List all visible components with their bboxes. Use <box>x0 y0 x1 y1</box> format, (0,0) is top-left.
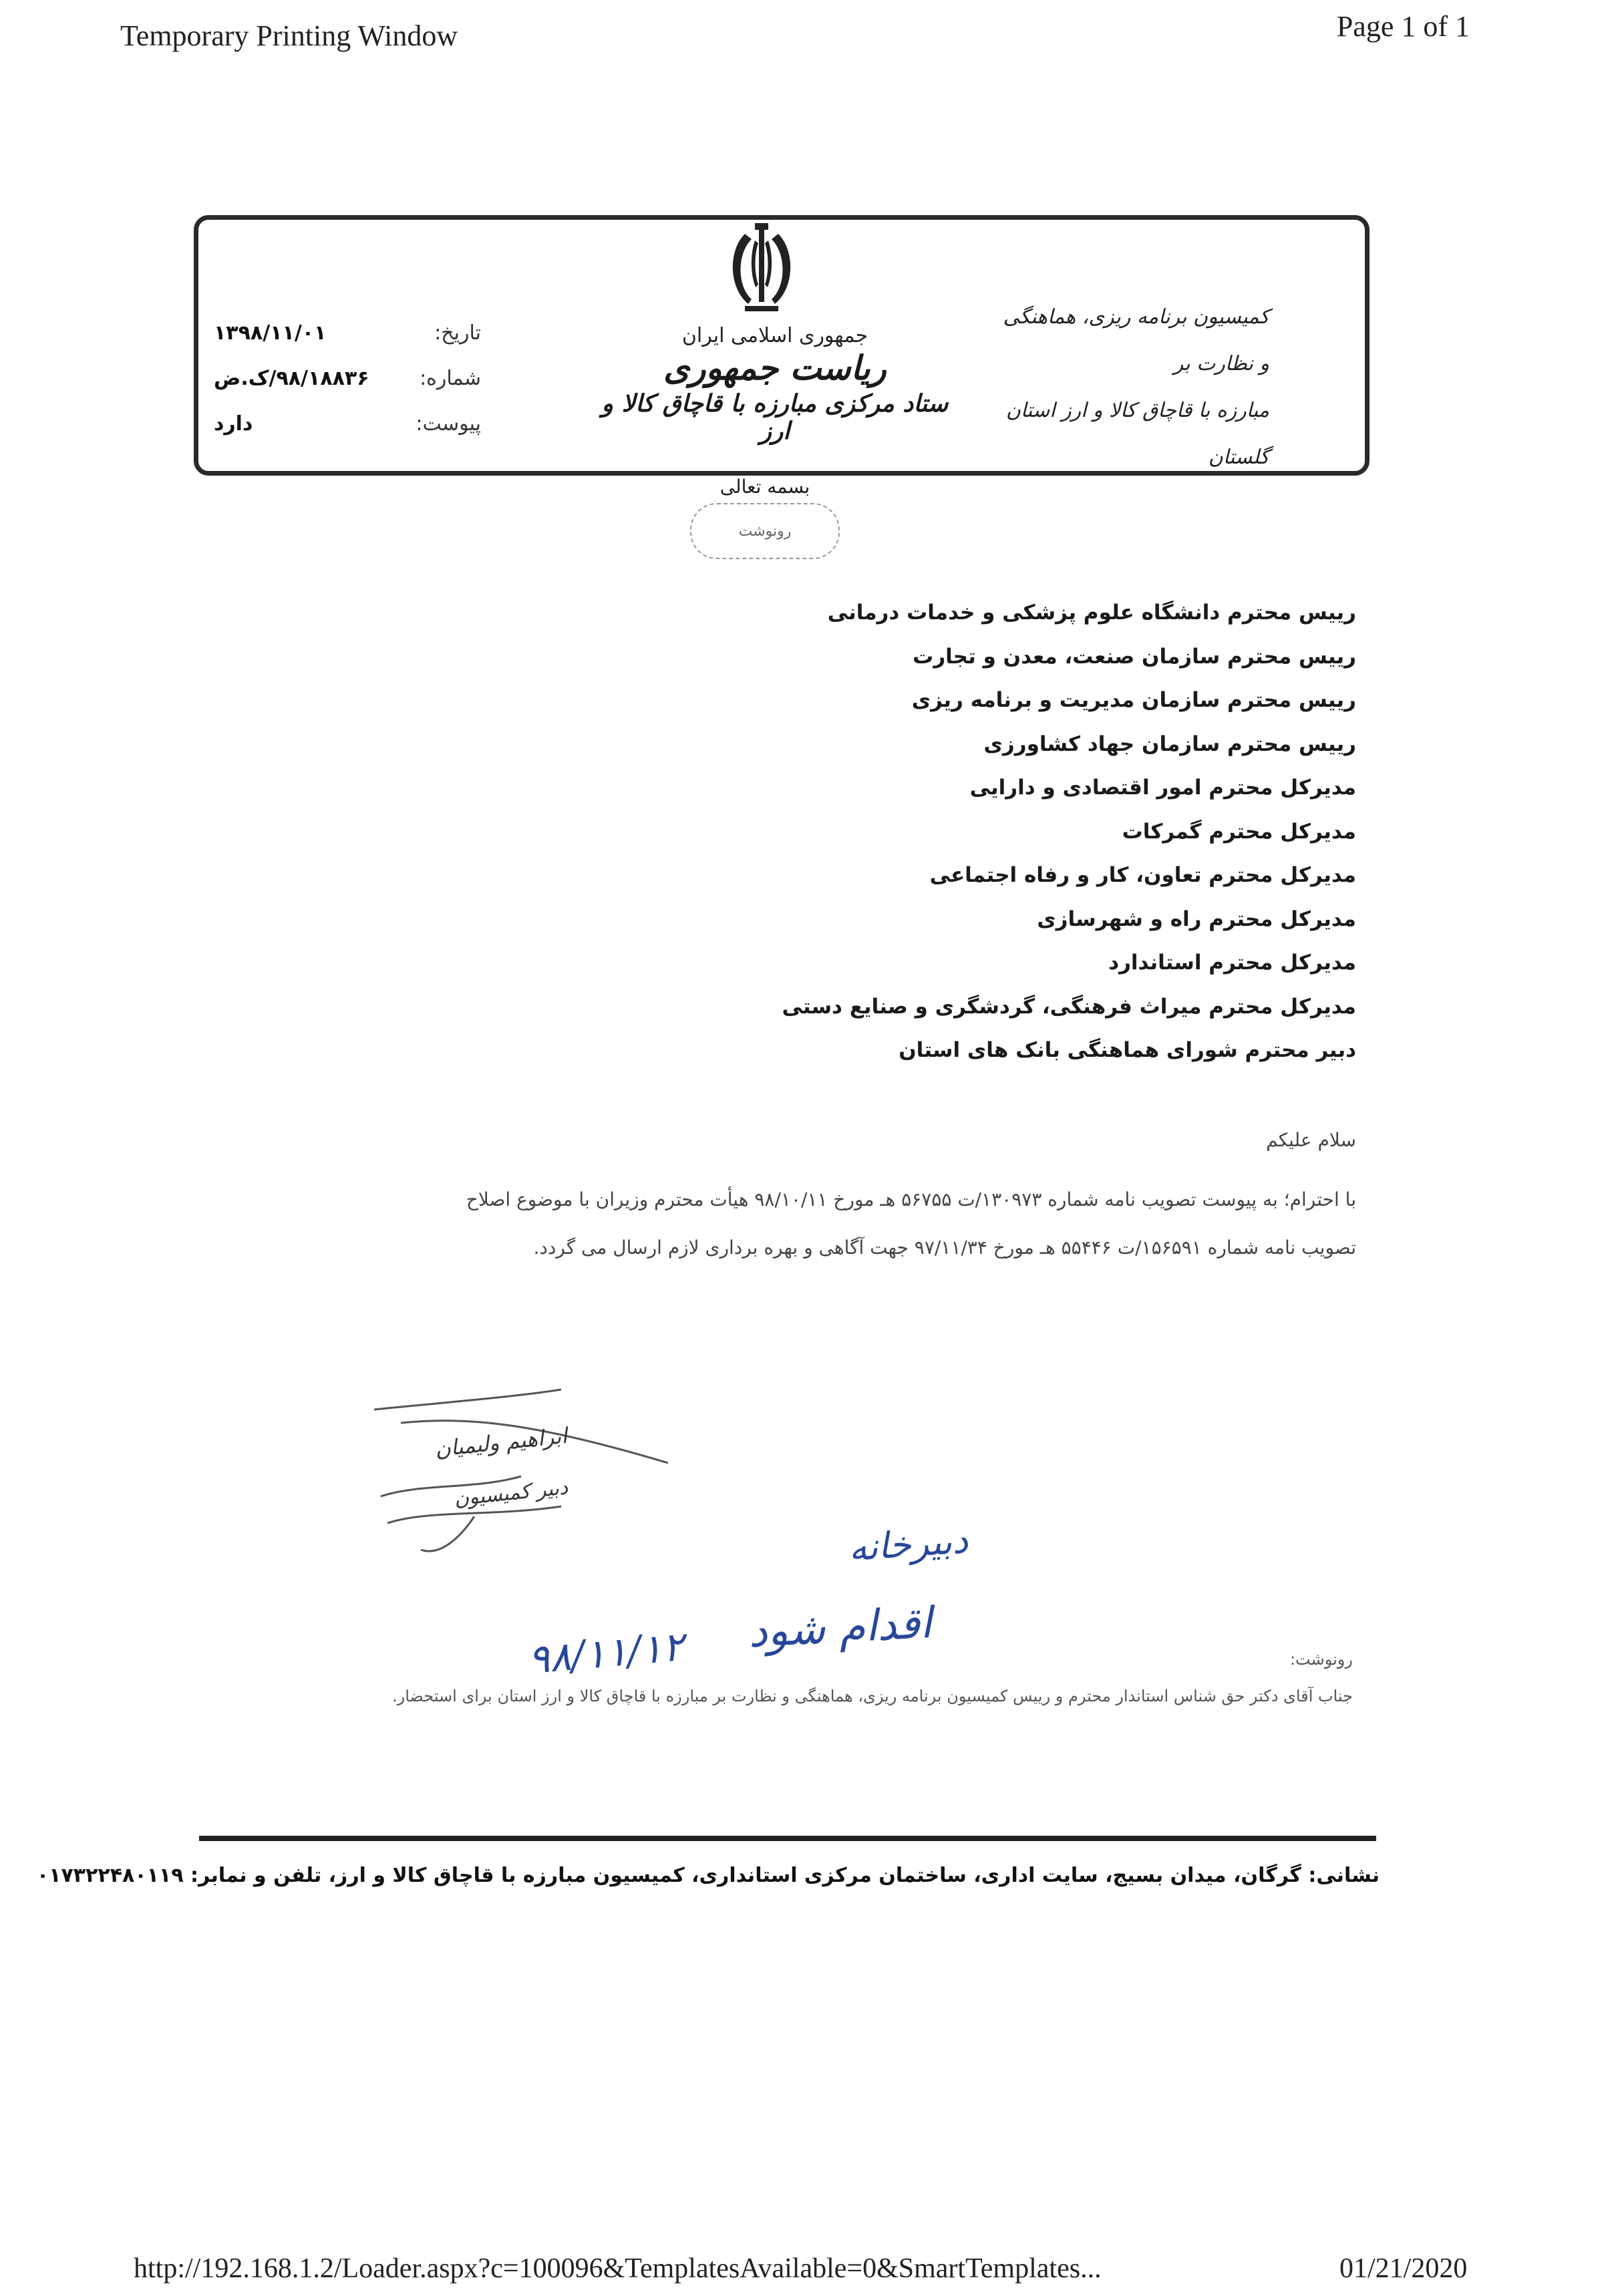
date-row <box>214 311 481 356</box>
number-value: ۹۸/۱۸۸۳۶/ک.ض <box>214 367 369 390</box>
cc-label: رونوشت: <box>1289 1650 1353 1669</box>
recipient-item: مدیرکل محترم تعاون، کار و رفاه اجتماعی <box>929 863 1356 887</box>
page-number: Page 1 of 1 <box>1336 10 1470 43</box>
window-title: Temporary Printing Window <box>120 19 458 52</box>
body-line: با احترام؛ به پیوست تصویب نامه شماره ۱۳۰۹۷۳/ت ۵۶۷۵۵ هـ مورخ ۹۸/۱۰/۱۱ هیأت محترم وزیران با موضوع اصلاح <box>466 1188 1356 1210</box>
commission-line-2: مبارزه با قاچاق کالا و ارز استان گلستان <box>1005 399 1269 469</box>
recipient-item: مدیرکل محترم استاندارد <box>1108 951 1356 975</box>
signer-title: دبیر کمیسیون <box>453 1476 569 1511</box>
signature-scribble <box>361 1383 668 1563</box>
recipient-item: مدیرکل محترم راه و شهرسازی <box>1037 907 1356 931</box>
copy-stamp: رونوشت <box>690 503 840 559</box>
recipient-item: دبیر محترم شورای هماهنگی بانک های استان <box>899 1038 1356 1062</box>
cc-text: جناب آقای دکتر حق شناس استاندار محترم و رییس کمیسیون برنامه ریزی، هماهنگی و نظارت بر مبارزه با قاچاق کالا و ارز استان برای استحضار. <box>391 1687 1353 1705</box>
bismillah-block <box>675 476 855 559</box>
greeting: سلام علیکم <box>1266 1129 1356 1151</box>
bismillah: بسمه تعالی <box>719 476 810 498</box>
recipient-item: مدیرکل محترم میراث فرهنگی، گردشگری و صنایع دستی <box>782 994 1356 1019</box>
recipients-list <box>421 591 1356 1073</box>
presidency-label: ریاست جمهوری <box>663 349 887 387</box>
republic-label: جمهوری اسلامی ایران <box>681 324 868 347</box>
commission-line-1: کمیسیون برنامه ریزی، هماهنگی و نظارت بر <box>1003 305 1269 375</box>
attachment-row <box>214 401 481 447</box>
footer-divider <box>199 1836 1376 1841</box>
recipient-item: مدیرکل محترم گمرکات <box>1122 819 1356 844</box>
number-label: شماره: <box>420 367 481 390</box>
recipient-item: مدیرکل محترم امور اقتصادی و دارایی <box>969 776 1356 800</box>
recipient-item: رییس محترم سازمان صنعت، معدن و تجارت <box>913 644 1356 669</box>
recipient-item: رییس محترم سازمان جهاد کشاورزی <box>983 731 1356 756</box>
print-date: 01/21/2020 <box>1339 2253 1468 2284</box>
recipient-item: رییس محترم دانشگاه علوم پزشکی و خدمات درمانی <box>827 601 1356 625</box>
date-label: تاریخ: <box>434 321 481 345</box>
handwritten-note-secretariat: دبیرخانه <box>847 1518 969 1570</box>
letter-body <box>167 1176 1356 1272</box>
footer-address: نشانی: گرگان، میدان بسیج، سایت اداری، ساختمان مرکزی استانداری، کمیسیون مبارزه با قاچاق کالا و ارز، تلفن و نمابر: ۰۱۷۳۲۲۴۸۰۱۱۹ <box>36 1864 1380 1887</box>
signer-name: ابراهیم ولیمیان <box>434 1422 569 1462</box>
attachment-label: پیوست: <box>416 412 481 436</box>
commission-name <box>1002 294 1269 481</box>
handwritten-date: ۹۸/۱۱/۱۲ <box>526 1623 686 1684</box>
attachment-value: دارد <box>214 412 253 436</box>
letter-meta <box>214 311 481 447</box>
recipient-item: رییس محترم سازمان مدیریت و برنامه ریزی <box>911 688 1356 712</box>
handwritten-note-action: اقدام شود <box>747 1598 933 1658</box>
headquarters-label: ستاد مرکزی مبارزه با قاچاق کالا و ارز <box>601 390 949 445</box>
number-row <box>214 356 481 401</box>
body-line: تصویب نامه شماره ۱۵۶۵۹۱/ت ۵۵۴۴۶ هـ مورخ ۹۷/۱۱/۳۴ جهت آگاهی و بهره برداری لازم ارسال می گردد. <box>533 1237 1356 1259</box>
date-value: ۱۳۹۸/۱۱/۰۱ <box>214 321 327 345</box>
letterhead-center <box>601 324 949 445</box>
iran-emblem-icon <box>718 220 805 321</box>
page-url: http://192.168.1.2/Loader.aspx?c=100096&TemplatesAvailable=0&SmartTemplates... <box>134 2253 1102 2284</box>
